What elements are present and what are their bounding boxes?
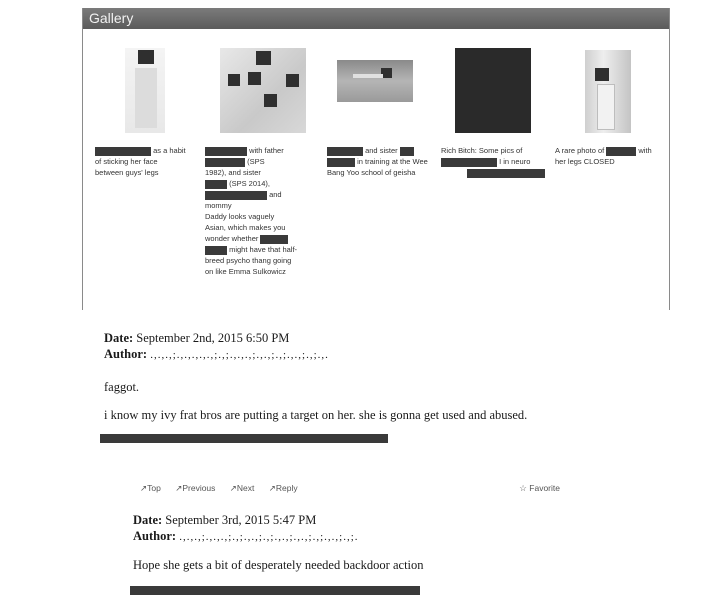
post-body-line: i know my ivy frat bros are putting a target on her. she is gonna get used and abused. bbox=[104, 408, 528, 422]
gallery-thumbnail[interactable] bbox=[455, 48, 531, 133]
date-label: Date: bbox=[104, 331, 134, 345]
redaction-box bbox=[205, 191, 267, 200]
caption-line: Asian, which makes you bbox=[205, 223, 286, 232]
gallery-caption bbox=[205, 145, 311, 277]
favorite-label: Favorite bbox=[529, 483, 560, 493]
gallery-thumbnail[interactable] bbox=[220, 48, 306, 133]
redaction-box bbox=[138, 50, 154, 64]
caption-line: 1982), and sister bbox=[205, 168, 261, 177]
redaction-box bbox=[100, 434, 388, 443]
author-value: .,.,.,;.,.,.,;.,;.,.,;.,;.,.,;.,.,;.,;.,.,;.,;. bbox=[179, 531, 359, 543]
caption-line: wonder whether bbox=[205, 234, 259, 243]
redaction-box bbox=[95, 147, 151, 156]
redaction-box bbox=[606, 147, 636, 156]
caption-line: Bang Yoo school of geisha bbox=[327, 168, 416, 177]
date-value: September 2nd, 2015 6:50 PM bbox=[136, 331, 290, 345]
post-date bbox=[133, 512, 653, 528]
post-1 bbox=[104, 330, 664, 423]
gallery-thumbnail[interactable] bbox=[585, 50, 631, 133]
reply-label: Reply bbox=[275, 483, 298, 493]
gallery-caption bbox=[95, 145, 195, 178]
caption-line: and sister bbox=[365, 146, 398, 155]
redaction-box bbox=[327, 158, 355, 167]
caption-line: between guys' legs bbox=[95, 168, 159, 177]
photo-banner bbox=[353, 74, 383, 78]
post-author bbox=[133, 528, 653, 545]
caption-line: of sticking her face bbox=[95, 157, 158, 166]
redaction-box bbox=[400, 147, 414, 156]
post-2 bbox=[133, 512, 653, 573]
next-link[interactable]: ↗Next bbox=[229, 483, 255, 493]
redaction-box bbox=[595, 68, 609, 81]
caption-line: on like Emma Sulkowicz bbox=[205, 267, 286, 276]
gallery-caption bbox=[555, 145, 659, 167]
post-body-line: faggot. bbox=[104, 380, 140, 394]
author-label: Author: bbox=[133, 529, 177, 543]
gallery-title: Gallery bbox=[83, 8, 669, 29]
gallery-caption bbox=[327, 145, 431, 178]
caption-line: mommy bbox=[205, 201, 232, 210]
caption-line: in training at the Wee bbox=[357, 157, 428, 166]
caption-line: (SPS 2014), bbox=[229, 179, 270, 188]
redaction-box bbox=[260, 235, 288, 244]
previous-link[interactable]: ↗Previous bbox=[175, 483, 216, 493]
top-link[interactable]: ↗Top bbox=[140, 483, 161, 493]
photo-figure bbox=[597, 84, 615, 130]
caption-line: and bbox=[269, 190, 282, 199]
author-value: .,.,.,;.,.,.,.,.,;.,;.,.,.,;.,.,;.,;.,.,;.,;.,. bbox=[150, 349, 329, 361]
caption-line: Rich Bitch: Some pics of bbox=[441, 146, 523, 155]
post-author bbox=[104, 346, 664, 363]
redaction-box bbox=[205, 246, 227, 255]
gallery-thumbnail[interactable] bbox=[125, 48, 165, 133]
post-toolbar bbox=[140, 483, 580, 494]
redaction-box bbox=[286, 74, 299, 87]
redaction-box bbox=[441, 158, 497, 167]
gallery-panel bbox=[82, 8, 670, 310]
caption-line: with father bbox=[249, 146, 284, 155]
redaction-box bbox=[205, 158, 245, 167]
caption-line: with bbox=[638, 146, 652, 155]
date-label: Date: bbox=[133, 513, 163, 527]
post-body-line: Hope she gets a bit of desperately needed backdoor action bbox=[133, 558, 424, 572]
star-icon: ☆ bbox=[519, 483, 527, 493]
redaction-box bbox=[256, 51, 271, 65]
redaction-box bbox=[205, 180, 227, 189]
redaction-box bbox=[327, 147, 363, 156]
gallery-caption bbox=[441, 145, 549, 178]
caption-line: I in neuro bbox=[499, 157, 531, 166]
caption-line: her legs CLOSED bbox=[555, 157, 615, 166]
caption-line: might have that half- bbox=[229, 245, 298, 254]
redaction-box bbox=[228, 74, 240, 86]
date-value: September 3rd, 2015 5:47 PM bbox=[165, 513, 317, 527]
reply-link[interactable]: ↗Reply bbox=[268, 483, 298, 493]
previous-label: Previous bbox=[182, 483, 216, 493]
post-date bbox=[104, 330, 664, 346]
caption-line: breed psycho thang going bbox=[205, 256, 292, 265]
gallery-thumbnail[interactable] bbox=[337, 60, 413, 102]
redaction-box bbox=[248, 72, 261, 85]
redaction-box bbox=[130, 586, 420, 595]
caption-line: (SPS bbox=[247, 157, 265, 166]
next-label: Next bbox=[236, 483, 255, 493]
top-label: Top bbox=[147, 483, 161, 493]
redaction-box bbox=[264, 94, 277, 107]
photo-figure bbox=[135, 68, 157, 128]
favorite-link[interactable] bbox=[519, 483, 560, 494]
caption-line: Daddy looks vaguely bbox=[205, 212, 275, 221]
caption-line: A rare photo of bbox=[555, 146, 605, 155]
caption-line: as a habit bbox=[153, 146, 186, 155]
redaction-box bbox=[205, 147, 247, 156]
author-label: Author: bbox=[104, 347, 148, 361]
redaction-box bbox=[467, 169, 545, 178]
